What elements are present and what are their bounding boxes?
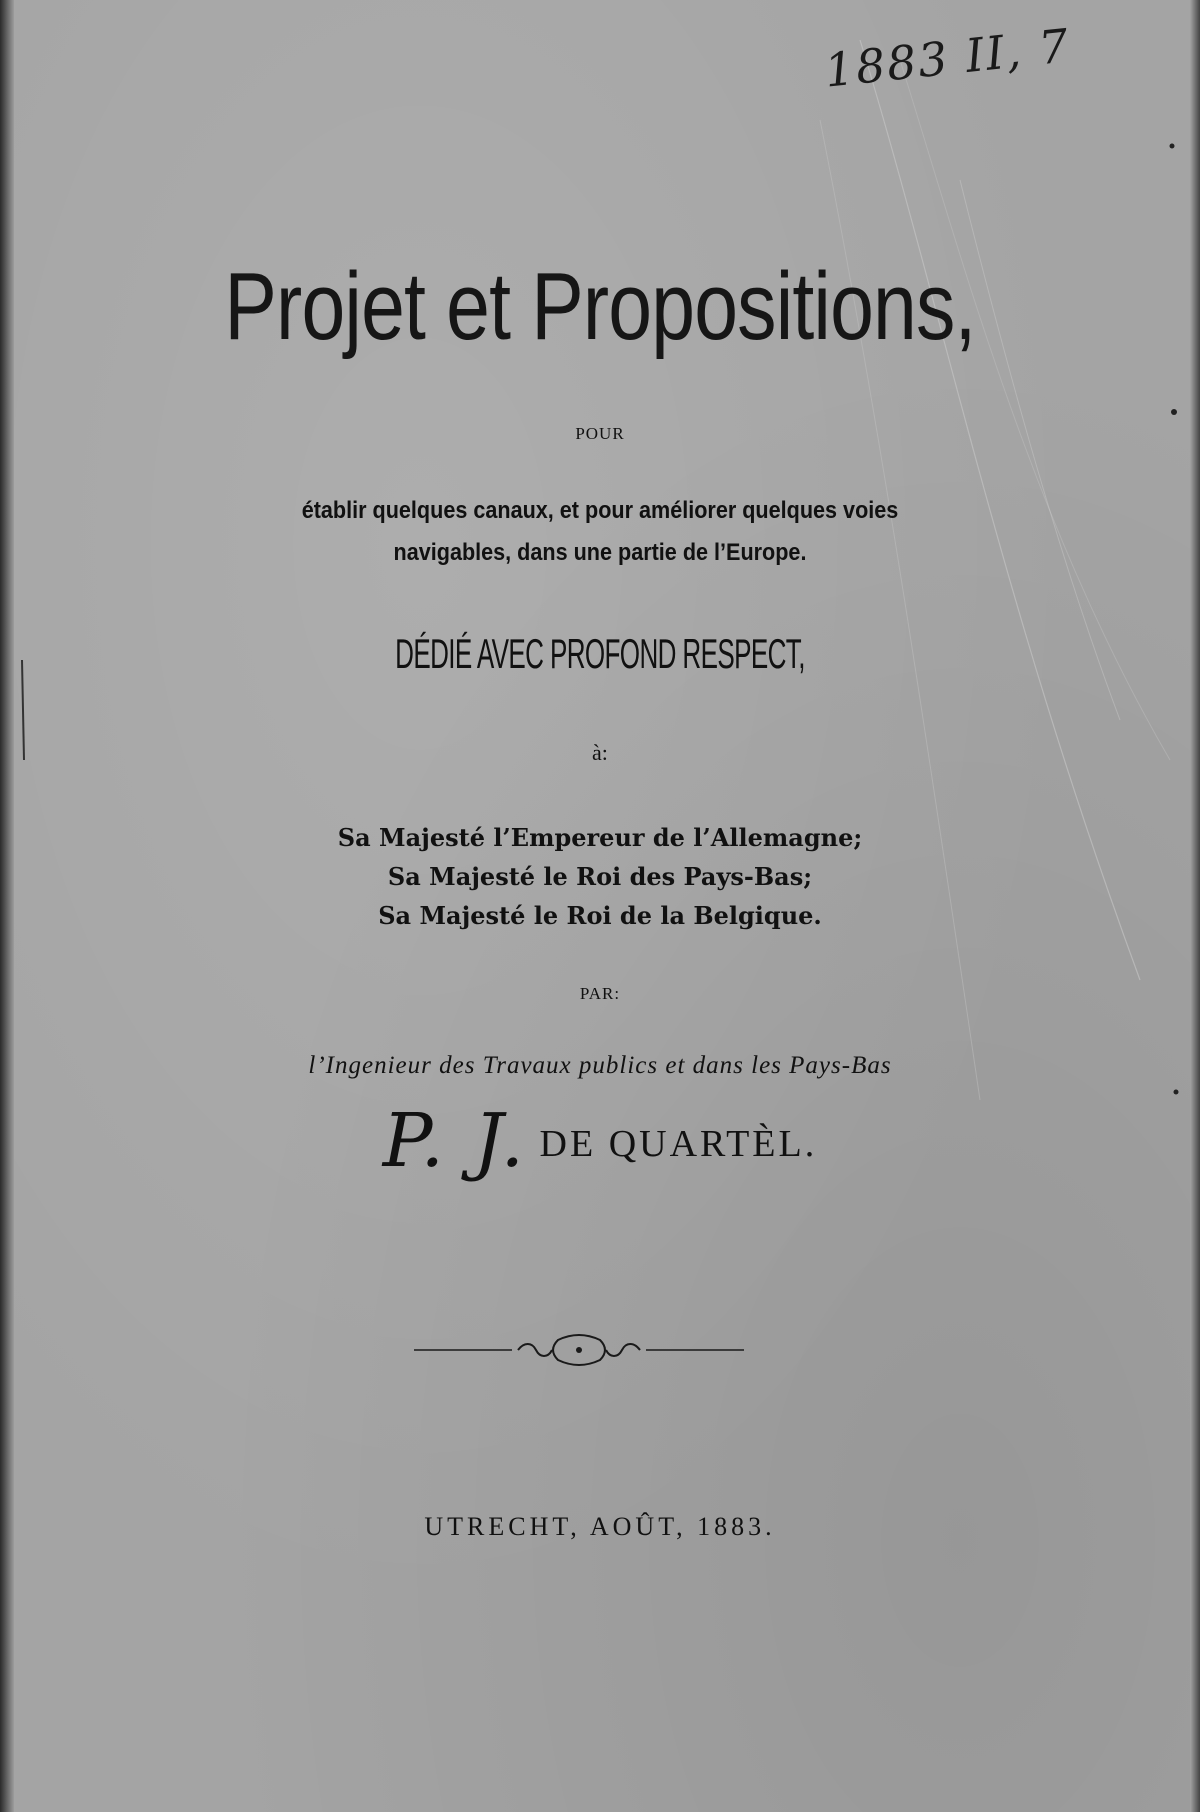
purpose-text [60,490,1140,574]
author-name [0,1098,1200,1184]
dedicatee-king-netherlands: Sa Majesté le Roi des Pays-Bas; [387,862,813,891]
ornamental-divider [414,1330,744,1370]
a-label: à: [592,740,608,765]
author-surname: DE QUARTÈL. [539,1123,818,1165]
dedicatee-king-belgium: Sa Majesté le Roi de la Belgique. [378,901,822,930]
handwritten-catalog-note: 1883 II, 7 [822,18,1073,98]
dedicatee-emperor: Sa Majesté l’Empereur de l’Allemagne; [337,823,863,852]
dedication-heading: DÉDIÉ AVEC PROFOND RESPECT, [395,630,805,677]
pour-label: POUR [575,424,625,443]
engineer-line: l’Ingenieur des Travaux publics et dans les Pays-Bas [308,1052,892,1079]
imprint-line: UTRECHT, AOÛT, 1883. [424,1512,776,1541]
dedicatee-list [0,818,1200,935]
purpose-line-1: établir quelques canaux, et pour améliorer quelques voies [301,497,899,524]
par-label: PAR: [579,984,621,1003]
author-initials: P. J. [382,1098,528,1184]
page-title: Projet et Propositions, [224,253,976,360]
purpose-line-2: navigables, dans une partie de l’Europe. [393,539,807,566]
